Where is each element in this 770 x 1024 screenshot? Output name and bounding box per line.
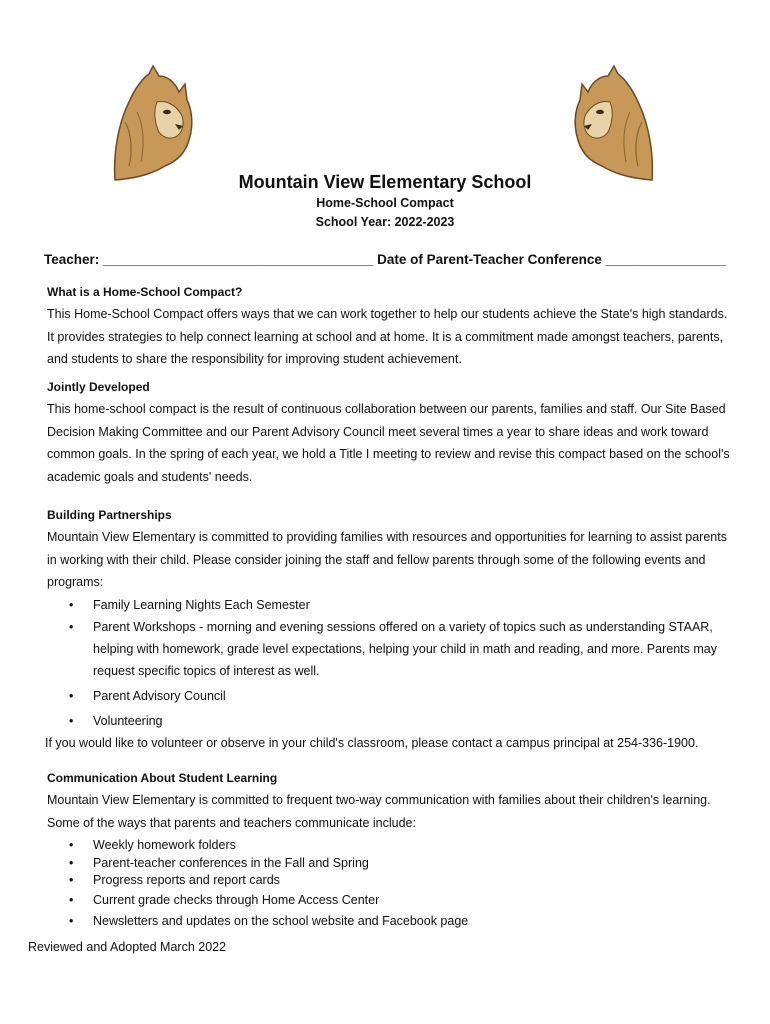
section-body: This Home-School Compact offers ways that we can work together to help our students achieve the State's high standards. It provides strategies to help connect learning at school and at home. It is a commitment made amongst teachers, parents, and students to share the responsibility for improving student achievement. bbox=[47, 307, 728, 366]
communication-list bbox=[47, 837, 737, 932]
section-jointly-developed bbox=[47, 378, 737, 488]
page-title: Mountain View Elementary School bbox=[238, 172, 532, 192]
volunteer-contact: If you would like to volunteer or observe in your child's classroom, please contact a campus principal at 254-336-1900. bbox=[45, 735, 699, 750]
cougar-logo-right bbox=[570, 62, 662, 184]
list-item: • Current grade checks through Home Access Center bbox=[47, 890, 737, 911]
section-heading: Communication About Student Learning bbox=[47, 771, 278, 785]
list-item: • Volunteering bbox=[47, 710, 737, 732]
list-item: • Family Learning Nights Each Semester bbox=[47, 594, 737, 616]
section-body: Mountain View Elementary is committed to providing families with resources and opportunities for learning to assist parents in working with their child. Please consider joining the staff and fellow parents through some of the following events and programs: bbox=[47, 530, 727, 589]
compact-subtitle: Home-School Compact bbox=[316, 196, 454, 210]
list-item: • Progress reports and report cards bbox=[47, 872, 737, 890]
section-body: Mountain View Elementary is committed to frequent two-way communication with families about their children's learning. Some of the ways that parents and teachers communicate include: bbox=[47, 793, 711, 830]
list-item: • Parent Workshops - morning and evening sessions offered on a variety of topics such as understanding STAAR, helping with homework, grade level expectations, helping your child in math and reading, and more. Parents may request specific topics of interest as well. bbox=[47, 616, 737, 682]
section-body: This home-school compact is the result of continuous collaboration between our parents, families and staff. Our Site Based Decision Making Committee and our Parent Advisory Council meet several times a year to share ideas and work toward common goals. In the spring of each year, we hold a Title I meeting to review and revise this compact based on the school's academic goals and students' needs. bbox=[47, 402, 730, 484]
section-heading: Building Partnerships bbox=[47, 508, 172, 522]
school-year: School Year: 2022-2023 bbox=[315, 215, 455, 229]
section-communication bbox=[47, 769, 737, 932]
conference-date-field: Date of Parent-Teacher Conference ________________ bbox=[377, 252, 726, 267]
teacher-conference-line bbox=[44, 252, 734, 267]
list-item: • Newsletters and updates on the school website and Facebook page bbox=[47, 911, 737, 932]
section-heading: Jointly Developed bbox=[47, 380, 150, 394]
section-what-is bbox=[47, 283, 737, 371]
footer-adopted-note: Reviewed and Adopted March 2022 bbox=[28, 940, 227, 954]
list-item: • Parent-teacher conferences in the Fall and Spring bbox=[47, 855, 737, 873]
section-heading: What is a Home-School Compact? bbox=[47, 285, 243, 299]
list-item: • Weekly homework folders bbox=[47, 837, 737, 855]
title-block bbox=[0, 170, 770, 232]
teacher-field: Teacher: ____________________________________ bbox=[44, 252, 374, 267]
section-building-partnerships bbox=[47, 506, 737, 754]
cougar-logo-left bbox=[105, 62, 197, 184]
events-list bbox=[47, 594, 737, 732]
list-item: • Parent Advisory Council bbox=[47, 685, 737, 707]
